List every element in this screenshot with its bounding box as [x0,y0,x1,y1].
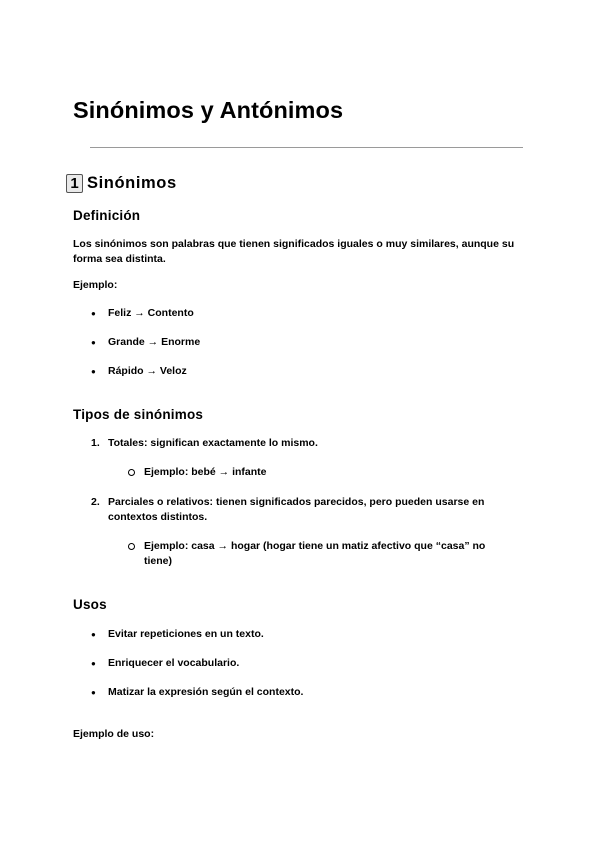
section-title: Sinónimos [87,174,177,192]
section-number-badge: 1 [66,174,83,193]
numbered-item [91,436,511,451]
circle-bullet-icon [128,539,144,569]
definition-heading: Definición [73,208,141,223]
circle-bullet-icon [128,465,144,480]
sub-list-item-text: Ejemplo: casa → hogar (hogar tiene un matiz afectivo que “casa” no tiene) [144,540,486,567]
bullet-icon: ● [91,338,96,347]
list-item-text: Feliz → Contento [108,307,194,319]
list-item [91,306,194,321]
title-divider [90,147,523,148]
types-heading: Tipos de sinónimos [73,407,204,422]
bullet-icon: ● [91,630,96,639]
list-item-text: Rápido → Veloz [108,365,187,377]
sub-list-item-text: Ejemplo: bebé → infante [144,466,267,478]
list-item [91,335,200,350]
numbered-item-text: Parciales o relativos: tienen significados parecidos, pero pueden usarse en contextos distintos. [108,496,485,523]
definition-text: Los sinónimos son palabras que tienen significados iguales o muy similares, aunque su forma sea distinta. [73,238,515,265]
list-item [91,656,239,671]
list-item-text: Grande → Enorme [108,336,201,348]
item-number: 2. [91,496,100,508]
bullet-icon: ● [91,659,96,668]
list-item-text: Matizar la expresión según el contexto. [108,686,304,698]
uses-heading: Usos [73,597,107,612]
list-item-text: Evitar repeticiones en un texto. [108,628,264,640]
section-heading [66,172,177,194]
list-item [91,627,264,642]
numbered-item [91,495,516,525]
example-label: Ejemplo: [73,279,118,291]
numbered-item-text: Totales: significan exactamente lo mismo. [108,437,318,449]
list-item [91,685,303,700]
bullet-icon: ● [91,688,96,697]
list-item [91,364,187,379]
usage-example-label: Ejemplo de uso: [73,728,155,740]
item-number: 1. [91,437,100,449]
sub-list-item [128,465,518,480]
sub-list-item [128,539,513,569]
document-title: Sinónimos y Antónimos [73,97,344,123]
list-item-text: Enriquecer el vocabulario. [108,657,240,669]
bullet-icon: ● [91,367,96,376]
bullet-icon: ● [91,309,96,318]
